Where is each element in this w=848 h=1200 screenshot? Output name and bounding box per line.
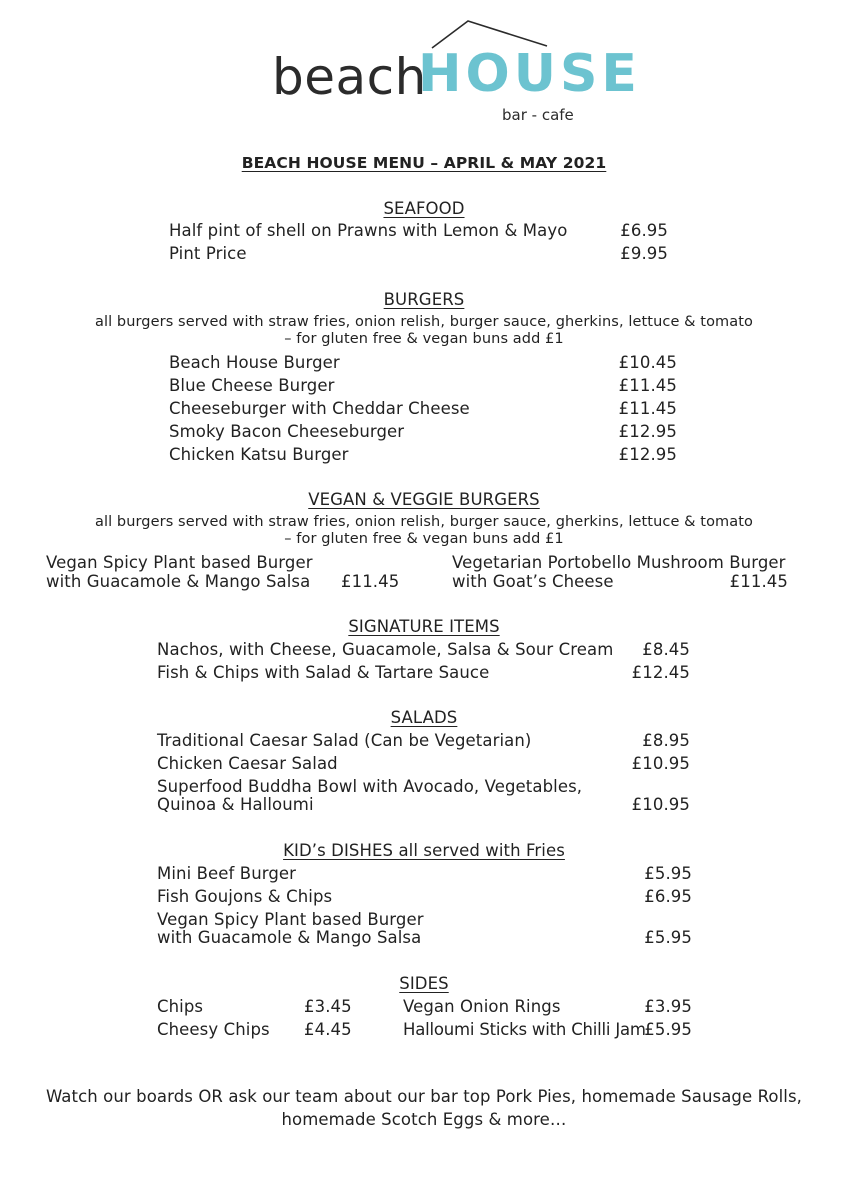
section-heading-burgers: BURGERS (383, 290, 465, 309)
menu-item-price: £11.45 (341, 572, 400, 591)
menu-item-name: Cheesy Chips (157, 1020, 270, 1039)
menu-item-name: Vegetarian Portobello Mushroom Burger (452, 553, 786, 572)
menu-item-name: Quinoa & Halloumi (157, 795, 314, 814)
menu-item-price: £3.45 (304, 997, 352, 1016)
menu-item-price: £11.45 (618, 376, 677, 395)
menu-item-price: £12.45 (631, 663, 690, 682)
section-heading-salads: SALADS (390, 708, 458, 727)
section-heading-vegan: VEGAN & VEGGIE BURGERS (308, 490, 540, 509)
menu-item-name: with Goat’s Cheese (452, 572, 614, 591)
menu-item-price: £5.95 (644, 928, 692, 947)
menu-item-price: £6.95 (644, 887, 692, 906)
menu-item-name: Vegan Spicy Plant based Burger (46, 553, 313, 572)
menu-item-name: Fish Goujons & Chips (157, 887, 333, 906)
menu-item-name: Nachos, with Cheese, Guacamole, Salsa & Sour Cream (157, 640, 614, 659)
menu-title: BEACH HOUSE MENU – APRIL & MAY 2021 (241, 154, 607, 172)
section-note: – for gluten free & vegan buns add £1 (284, 531, 564, 547)
menu-item-name: Fish & Chips with Salad & Tartare Sauce (157, 663, 490, 682)
menu-item-price: £10.95 (631, 754, 690, 773)
menu-item-price: £6.95 (620, 221, 668, 240)
section-heading-kids: KID’s DISHES all served with Fries (283, 841, 565, 860)
menu-item-name: Blue Cheese Burger (169, 376, 335, 395)
menu-item-price: £8.95 (642, 731, 690, 750)
menu-item-name: Halloumi Sticks with Chilli Jam (403, 1020, 646, 1039)
menu-item-name: Vegan Onion Rings (403, 997, 561, 1016)
menu-item-name: Pint Price (169, 244, 247, 263)
menu-item-name: with Guacamole & Mango Salsa (46, 572, 311, 591)
footer-note: homemade Scotch Eggs & more… (281, 1110, 567, 1129)
section-note: all burgers served with straw fries, onion relish, burger sauce, gherkins, lettuce & tomato (94, 514, 754, 530)
menu-item-name: Half pint of shell on Prawns with Lemon & Mayo (169, 221, 568, 240)
footer-note: Watch our boards OR ask our team about our bar top Pork Pies, homemade Sausage Rolls, (45, 1087, 803, 1106)
menu-item-price: £10.45 (618, 353, 677, 372)
menu-item-name: Mini Beef Burger (157, 864, 297, 883)
menu-item-name: Beach House Burger (169, 353, 340, 372)
logo-word-beach: beach (272, 48, 427, 106)
menu-item-price: £11.45 (618, 399, 677, 418)
menu-item-name: Chips (157, 997, 204, 1016)
section-note: – for gluten free & vegan buns add £1 (284, 331, 564, 347)
menu-item-price: £12.95 (618, 422, 677, 441)
menu-item-name: Traditional Caesar Salad (Can be Vegetarian) (157, 731, 532, 750)
section-note: all burgers served with straw fries, onion relish, burger sauce, gherkins, lettuce & tomato (94, 314, 754, 330)
menu-item-price: £8.45 (642, 640, 690, 659)
logo-word-house: HOUSE (418, 44, 641, 104)
menu-item-price: £10.95 (631, 795, 690, 814)
section-heading-sides: SIDES (399, 974, 449, 993)
menu-item-name: Vegan Spicy Plant based Burger (157, 910, 424, 929)
menu-item-price: £4.45 (304, 1020, 352, 1039)
menu-item-name: with Guacamole & Mango Salsa (157, 928, 422, 947)
menu-item-price: £9.95 (620, 244, 668, 263)
menu-item-price: £12.95 (618, 445, 677, 464)
menu-item-price: £5.95 (644, 864, 692, 883)
menu-item-price: £3.95 (644, 997, 692, 1016)
logo-subtitle: bar - cafe (502, 106, 574, 124)
menu-item-name: Cheeseburger with Cheddar Cheese (169, 399, 470, 418)
menu-item-price: £5.95 (644, 1020, 692, 1039)
menu-item-name: Chicken Caesar Salad (157, 754, 338, 773)
menu-item-name: Chicken Katsu Burger (169, 445, 349, 464)
section-heading-seafood: SEAFOOD (383, 199, 465, 218)
menu-item-name: Superfood Buddha Bowl with Avocado, Vegetables, (157, 777, 583, 796)
section-heading-signature: SIGNATURE ITEMS (348, 617, 500, 636)
menu-item-price: £11.45 (729, 572, 788, 591)
menu-item-name: Smoky Bacon Cheeseburger (169, 422, 405, 441)
